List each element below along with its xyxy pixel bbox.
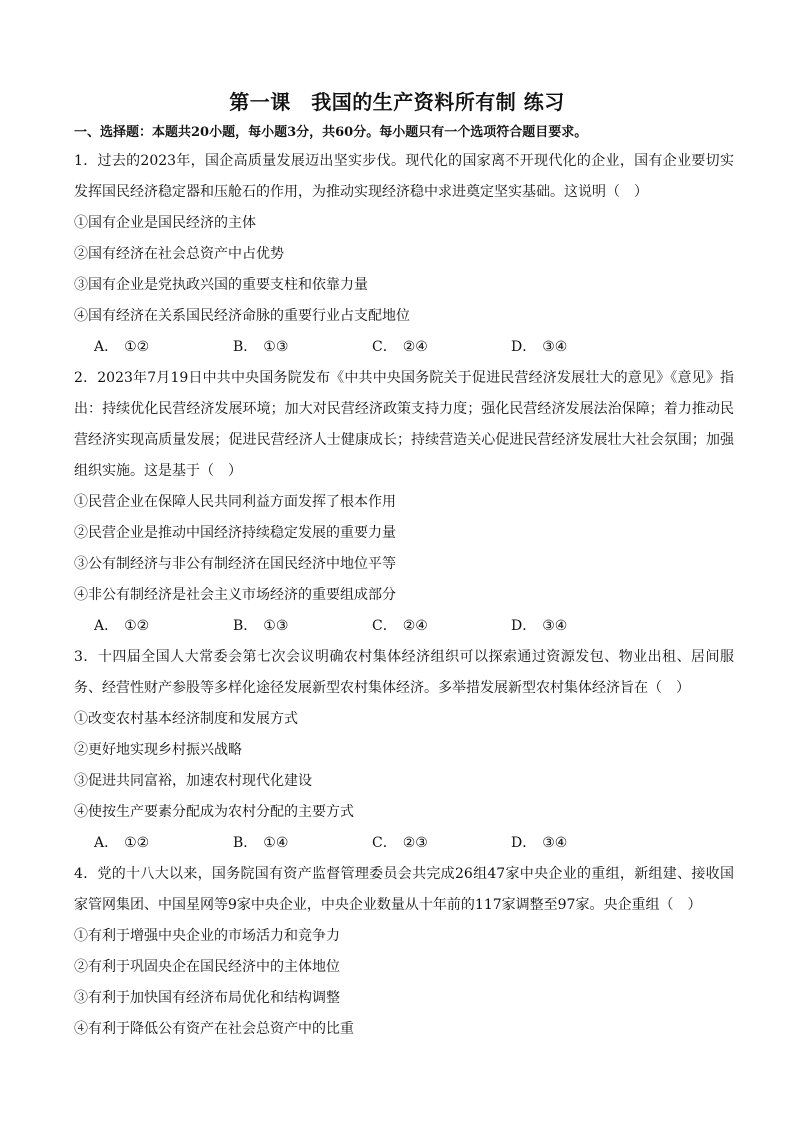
statement-option: ①国有企业是国民经济的主体 — [74, 215, 256, 231]
statement-option: ③促进共同富裕，加速农村现代化建设 — [74, 773, 312, 789]
statement-option: ①有利于增强中央企业的市场活力和竞争力 — [74, 928, 340, 944]
answer-choice-a[interactable]: A． ①② — [94, 618, 150, 634]
answer-choices — [74, 332, 734, 363]
answer-choice-d[interactable]: D． ③④ — [511, 835, 568, 851]
page-title: 第一课 我国的生产资料所有制 练习 — [229, 90, 565, 114]
question-stem: 3．十四届全国人大常委会第七次会议明确农村集体经济组织可以探索通过资源发包、物业出租、居间服务、经营性财产参股等多样化途径发展新型农村集体经济。多举措发展新型农村集体经济旨在（ ） — [74, 649, 734, 696]
question-1 — [74, 146, 734, 363]
answer-choice-c[interactable]: C． ②④ — [372, 339, 428, 355]
answer-choices — [74, 611, 734, 642]
question-stem: 4．党的十八大以来，国务院国有资产监督管理委员会共完成26组47家中央企业的重组，新组建、接收国家管网集团、中国星网等9家中央企业，中央企业数量从十年前的117家调整至97家。央企重组（ ） — [74, 866, 734, 913]
statement-option: ①改变农村基本经济制度和发展方式 — [74, 711, 298, 727]
statement-option: ④非公有制经济是社会主义市场经济的重要组成部分 — [74, 587, 396, 603]
question-2 — [74, 363, 734, 642]
question-list — [74, 146, 734, 1045]
section-instruction: 一、选择题：本题共20小题，每小题3分，共60分。每小题只有一个选项符合题目要求。 — [74, 125, 588, 140]
statement-option: ④使按生产要素分配成为农村分配的主要方式 — [74, 804, 354, 820]
answer-choice-d[interactable]: D． ③④ — [511, 618, 568, 634]
statement-option: ④有利于降低公有资产在社会总资产中的比重 — [74, 1021, 354, 1037]
answer-choice-a[interactable]: A． ①② — [94, 835, 150, 851]
answer-choice-b[interactable]: B． ①③ — [233, 339, 289, 355]
answer-choice-c[interactable]: C． ②④ — [372, 618, 428, 634]
statement-option: ③国有企业是党执政兴国的重要支柱和依靠力量 — [74, 277, 368, 293]
statement-option: ①民营企业在保障人民共同利益方面发挥了根本作用 — [74, 494, 396, 510]
answer-choice-c[interactable]: C． ②③ — [372, 835, 428, 851]
answer-choices — [74, 828, 734, 859]
statement-option: ③有利于加快国有经济布局优化和结构调整 — [74, 990, 340, 1006]
statement-option: ②有利于巩固央企在国民经济中的主体地位 — [74, 959, 340, 975]
statement-option: ②更好地实现乡村振兴战略 — [74, 742, 242, 758]
answer-choice-d[interactable]: D． ③④ — [511, 339, 568, 355]
question-3 — [74, 642, 734, 859]
statement-option: ③公有制经济与非公有制经济在国民经济中地位平等 — [74, 556, 396, 572]
statement-option: ②民营企业是推动中国经济持续稳定发展的重要力量 — [74, 525, 396, 541]
answer-choice-a[interactable]: A． ①② — [94, 339, 150, 355]
question-stem: 1．过去的2023年，国企高质量发展迈出坚实步伐。现代化的国家离不开现代化的企业，国有企业要切实发挥国民经济稳定器和压舱石的作用，为推动实现经济稳中求进奠定坚实基础。这说明（ ） — [74, 153, 734, 200]
question-4 — [74, 859, 734, 1045]
answer-choice-b[interactable]: B． ①④ — [233, 835, 289, 851]
answer-choice-b[interactable]: B． ①③ — [233, 618, 289, 634]
statement-option: ④国有经济在关系国民经济命脉的重要行业占支配地位 — [74, 308, 410, 324]
statement-option: ②国有经济在社会总资产中占优势 — [74, 246, 284, 262]
question-stem: 2．2023年7月19日中共中央国务院发布《中共中央国务院关于促进民营经济发展壮大的意见》《意见》指出：持续优化民营经济发展环境；加大对民营经济政策支持力度；强化民营经济发展法治保障；着力推动民营经济实现高质量发展；促进民营经济人士健康成长；持续营造关心促进民营经济发展壮大社会氛围；加强组织实施。这是基于（ ） — [74, 370, 734, 479]
